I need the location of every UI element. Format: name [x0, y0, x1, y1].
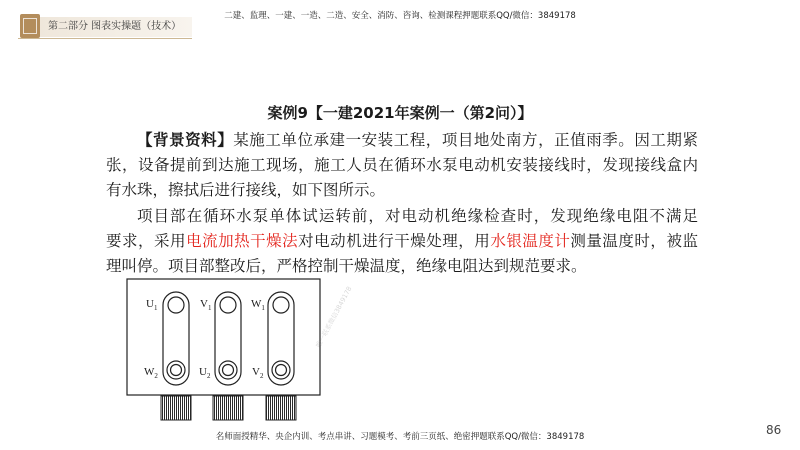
- background-label: 【背景资料】: [137, 131, 234, 149]
- process-text-1: 项目部在循环水泵单体试运转前，对电动机绝缘检查时，发现绝缘电阻不满足: [137, 206, 698, 225]
- highlight-thermometer: 水银温度计: [490, 231, 571, 250]
- label-subscript: 1: [153, 304, 158, 312]
- process-text-2b: 对电动机进行干燥处理，用: [298, 231, 491, 250]
- process-line-1: [106, 204, 698, 229]
- label-v2: [252, 366, 264, 380]
- process-line-2: [106, 229, 698, 254]
- highlight-drying-method: 电流加热干燥法: [186, 231, 299, 250]
- lead-wire-block: [161, 396, 191, 420]
- label-letter: W: [251, 298, 262, 310]
- label-v1: [200, 298, 212, 312]
- label-subscript: 2: [206, 372, 211, 380]
- lead-wire-block: [266, 396, 296, 420]
- motor-terminal-box-diagram: [120, 270, 330, 430]
- label-letter: U: [146, 298, 154, 310]
- background-text-3: 有水珠，擦拭后进行接线，如下图所示。: [106, 181, 386, 200]
- background-text-1: 某施工单位承建一安装工程，项目地处南方，正值雨季。因工期紧: [233, 131, 698, 149]
- terminal-column-2: [213, 292, 243, 420]
- label-u2: [199, 366, 211, 380]
- case-title: 案例9【一建2021年案例一（第2问）】: [267, 104, 533, 122]
- section-label: 第二部分 图表实操题（技术）: [48, 21, 182, 32]
- background-text-2: 张，设备提前到达施工现场，施工人员在循环水泵电动机安装接线时，发现接线盒内: [106, 156, 698, 175]
- label-letter: U: [199, 366, 207, 378]
- label-letter: V: [252, 366, 260, 378]
- label-subscript: 1: [261, 304, 265, 312]
- label-subscript: 2: [154, 372, 158, 380]
- watermark: 唯一联系微信3849178: [314, 285, 354, 349]
- label-letter: W: [144, 366, 155, 378]
- process-text-3: 理叫停。项目部整改后，严格控制干燥温度，绝缘电阻达到规范要求。: [106, 257, 587, 276]
- background-line-2: [106, 153, 698, 178]
- background-line-1: [106, 128, 698, 153]
- lead-wire-block: [213, 396, 243, 420]
- background-line-3: [106, 178, 698, 203]
- label-letter: V: [200, 298, 208, 310]
- contact-notice: 二建、监理、一建、一造、二造、安全、消防、咨询、检测课程押题联系QQ/微信：3849178: [224, 11, 576, 21]
- label-u1: [146, 298, 158, 312]
- label-subscript: 2: [259, 372, 264, 380]
- footer-notice: 名师面授精华、央企内训、考点串讲、习题模考、考前三页纸、绝密押题联系QQ/微信：3849178: [215, 432, 585, 442]
- label-w2: [144, 366, 158, 380]
- process-text-2c: 测量温度时，被监: [570, 231, 698, 250]
- header-divider: [18, 38, 192, 39]
- terminal-column-1: [161, 292, 191, 420]
- label-subscript: 1: [207, 304, 212, 312]
- page-number: 86: [766, 423, 782, 437]
- process-text-2a: 要求，采用: [106, 231, 187, 250]
- case-text: [106, 128, 698, 279]
- label-w1: [251, 298, 265, 312]
- terminal-column-3: [266, 292, 296, 420]
